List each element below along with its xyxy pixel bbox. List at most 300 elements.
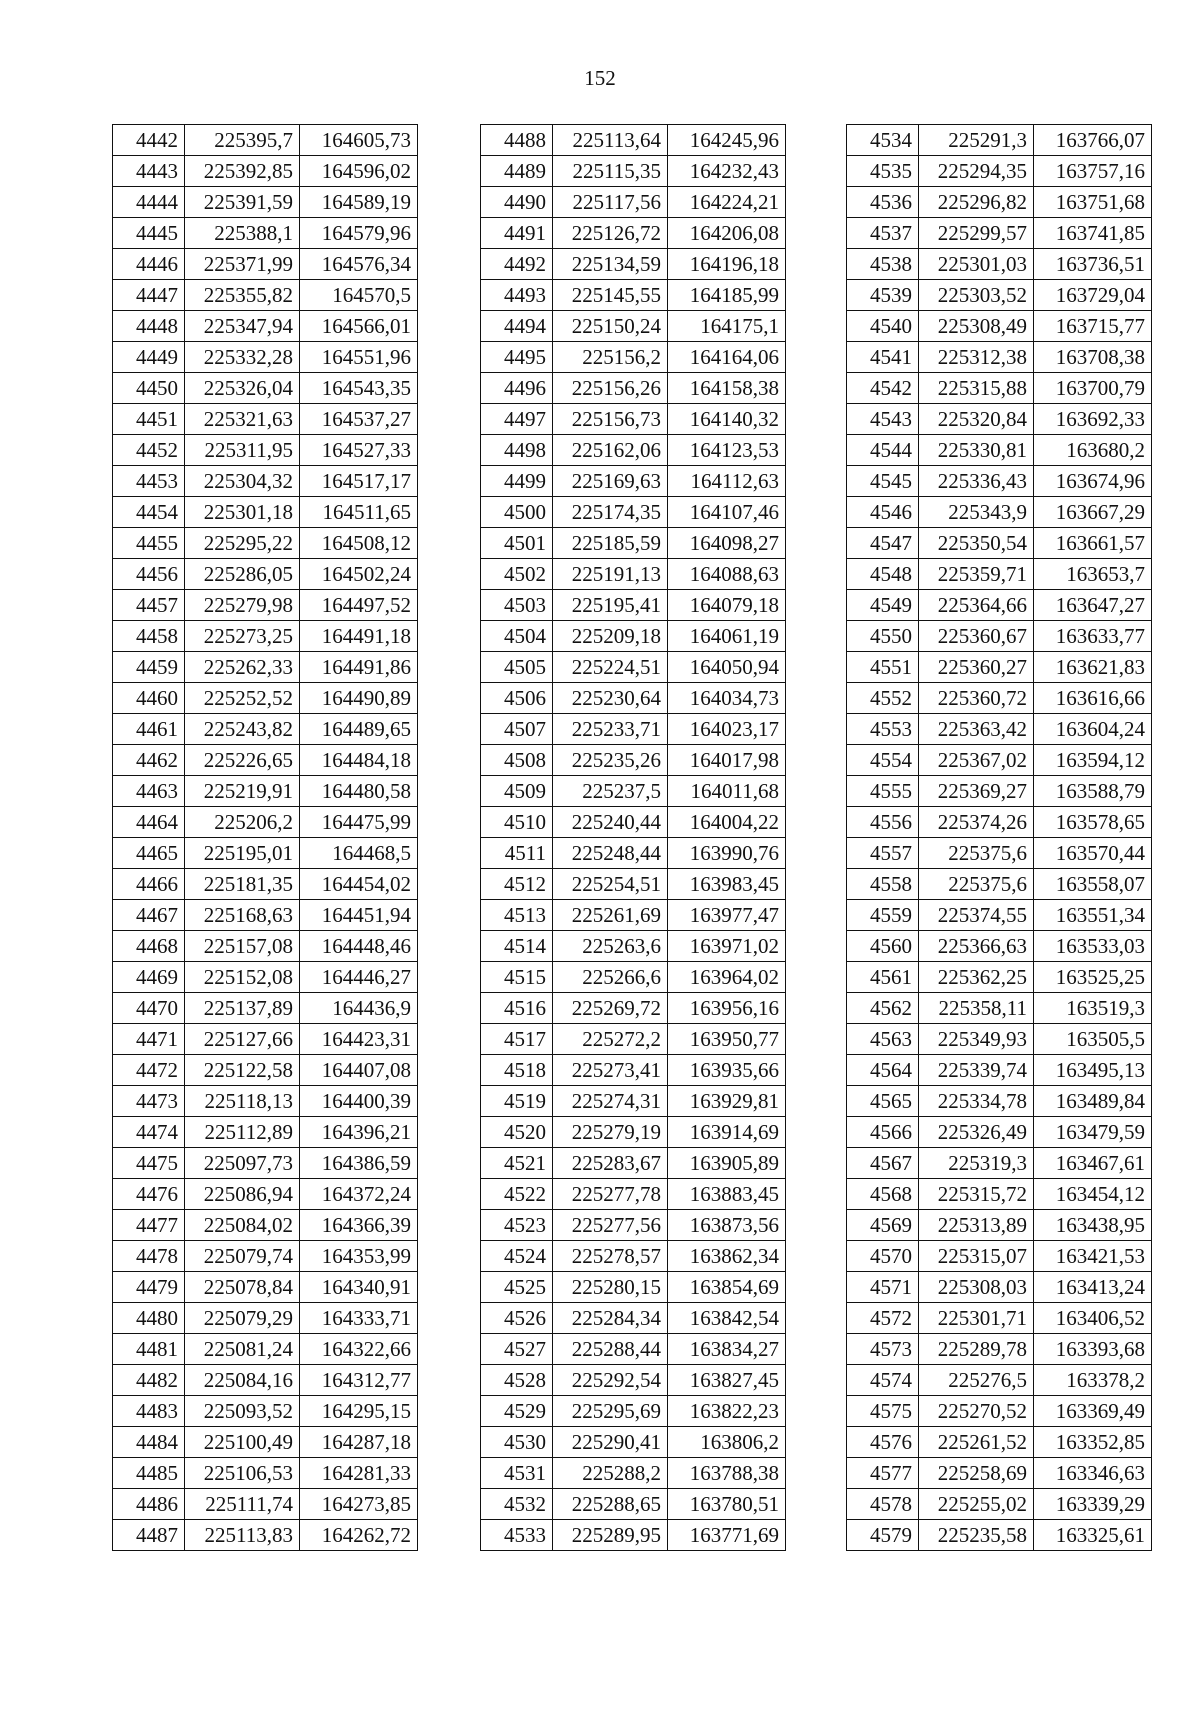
- y-coordinate-cell: 163741,85: [1034, 218, 1152, 249]
- table-row: [847, 125, 1152, 156]
- x-coordinate-cell: 225113,64: [553, 125, 668, 156]
- table-row: [847, 404, 1152, 435]
- y-coordinate-cell: 163929,81: [668, 1086, 786, 1117]
- table-row: [847, 993, 1152, 1024]
- y-coordinate-cell: 163339,29: [1034, 1489, 1152, 1520]
- y-coordinate-cell: 163766,07: [1034, 125, 1152, 156]
- y-coordinate-cell: 164366,39: [300, 1210, 418, 1241]
- x-coordinate-cell: 225288,44: [553, 1334, 668, 1365]
- table-row: [481, 1272, 786, 1303]
- table-row: [113, 838, 418, 869]
- y-coordinate-cell: 164372,24: [300, 1179, 418, 1210]
- point-number-cell: 4500: [481, 497, 553, 528]
- point-number-cell: 4515: [481, 962, 553, 993]
- y-coordinate-cell: 163956,16: [668, 993, 786, 1024]
- table-row: [113, 404, 418, 435]
- point-number-cell: 4448: [113, 311, 185, 342]
- point-number-cell: 4482: [113, 1365, 185, 1396]
- point-number-cell: 4511: [481, 838, 553, 869]
- x-coordinate-cell: 225081,24: [185, 1334, 300, 1365]
- point-number-cell: 4576: [847, 1427, 919, 1458]
- point-number-cell: 4528: [481, 1365, 553, 1396]
- x-coordinate-cell: 225086,94: [185, 1179, 300, 1210]
- point-number-cell: 4499: [481, 466, 553, 497]
- point-number-cell: 4473: [113, 1086, 185, 1117]
- table-row: [847, 931, 1152, 962]
- table-row: [847, 1210, 1152, 1241]
- table-row: [481, 1396, 786, 1427]
- y-coordinate-cell: 163519,3: [1034, 993, 1152, 1024]
- table-row: [481, 1241, 786, 1272]
- y-coordinate-cell: 163438,95: [1034, 1210, 1152, 1241]
- x-coordinate-cell: 225181,35: [185, 869, 300, 900]
- x-coordinate-cell: 225371,99: [185, 249, 300, 280]
- y-coordinate-cell: 163842,54: [668, 1303, 786, 1334]
- x-coordinate-cell: 225296,82: [919, 187, 1034, 218]
- y-coordinate-cell: 164245,96: [668, 125, 786, 156]
- table-row: [481, 280, 786, 311]
- x-coordinate-cell: 225168,63: [185, 900, 300, 931]
- x-coordinate-cell: 225145,55: [553, 280, 668, 311]
- table-row: [113, 1520, 418, 1551]
- y-coordinate-cell: 164543,35: [300, 373, 418, 404]
- table-row: [847, 249, 1152, 280]
- y-coordinate-cell: 163633,77: [1034, 621, 1152, 652]
- y-coordinate-cell: 163667,29: [1034, 497, 1152, 528]
- point-number-cell: 4513: [481, 900, 553, 931]
- point-number-cell: 4455: [113, 528, 185, 559]
- y-coordinate-cell: 164164,06: [668, 342, 786, 373]
- y-coordinate-cell: 164454,02: [300, 869, 418, 900]
- y-coordinate-cell: 163505,5: [1034, 1024, 1152, 1055]
- table-row: [847, 807, 1152, 838]
- y-coordinate-cell: 163378,2: [1034, 1365, 1152, 1396]
- table-row: [847, 683, 1152, 714]
- x-coordinate-cell: 225359,71: [919, 559, 1034, 590]
- table-row: [847, 1179, 1152, 1210]
- point-number-cell: 4559: [847, 900, 919, 931]
- table-row: [847, 1520, 1152, 1551]
- y-coordinate-cell: 164497,52: [300, 590, 418, 621]
- table-row: [481, 621, 786, 652]
- y-coordinate-cell: 164050,94: [668, 652, 786, 683]
- x-coordinate-cell: 225226,65: [185, 745, 300, 776]
- table-row: [847, 311, 1152, 342]
- point-number-cell: 4449: [113, 342, 185, 373]
- table-row: [113, 1458, 418, 1489]
- x-coordinate-cell: 225369,27: [919, 776, 1034, 807]
- x-coordinate-cell: 225303,52: [919, 280, 1034, 311]
- y-coordinate-cell: 163346,63: [1034, 1458, 1152, 1489]
- x-coordinate-cell: 225235,58: [919, 1520, 1034, 1551]
- table-row: [481, 1024, 786, 1055]
- y-coordinate-cell: 164088,63: [668, 559, 786, 590]
- table-row: [847, 590, 1152, 621]
- table-row: [113, 1396, 418, 1427]
- y-coordinate-cell: 164517,17: [300, 466, 418, 497]
- table-row: [113, 342, 418, 373]
- table-row: [113, 776, 418, 807]
- point-number-cell: 4561: [847, 962, 919, 993]
- x-coordinate-cell: 225343,9: [919, 497, 1034, 528]
- table-row: [113, 900, 418, 931]
- x-coordinate-cell: 225360,72: [919, 683, 1034, 714]
- y-coordinate-cell: 164011,68: [668, 776, 786, 807]
- y-coordinate-cell: 164262,72: [300, 1520, 418, 1551]
- point-number-cell: 4554: [847, 745, 919, 776]
- point-number-cell: 4544: [847, 435, 919, 466]
- y-coordinate-cell: 164451,94: [300, 900, 418, 931]
- y-coordinate-cell: 164079,18: [668, 590, 786, 621]
- table-row: [847, 1396, 1152, 1427]
- table-row: [113, 1303, 418, 1334]
- point-number-cell: 4447: [113, 280, 185, 311]
- table-row: [481, 807, 786, 838]
- table-row: [481, 1303, 786, 1334]
- point-number-cell: 4489: [481, 156, 553, 187]
- x-coordinate-cell: 225295,69: [553, 1396, 668, 1427]
- y-coordinate-cell: 164448,46: [300, 931, 418, 962]
- y-coordinate-cell: 163621,83: [1034, 652, 1152, 683]
- table-row: [481, 1210, 786, 1241]
- table-row: [847, 435, 1152, 466]
- point-number-cell: 4450: [113, 373, 185, 404]
- y-coordinate-cell: 163570,44: [1034, 838, 1152, 869]
- y-coordinate-cell: 164004,22: [668, 807, 786, 838]
- table-row: [481, 683, 786, 714]
- y-coordinate-cell: 163822,23: [668, 1396, 786, 1427]
- point-number-cell: 4466: [113, 869, 185, 900]
- y-coordinate-cell: 163780,51: [668, 1489, 786, 1520]
- table-row: [481, 218, 786, 249]
- table-row: [481, 869, 786, 900]
- x-coordinate-cell: 225315,07: [919, 1241, 1034, 1272]
- table-row: [113, 1179, 418, 1210]
- x-coordinate-cell: 225169,63: [553, 466, 668, 497]
- y-coordinate-cell: 163788,38: [668, 1458, 786, 1489]
- x-coordinate-cell: 225280,15: [553, 1272, 668, 1303]
- table-row: [113, 807, 418, 838]
- x-coordinate-cell: 225366,63: [919, 931, 1034, 962]
- y-coordinate-cell: 163467,61: [1034, 1148, 1152, 1179]
- y-coordinate-cell: 163751,68: [1034, 187, 1152, 218]
- point-number-cell: 4478: [113, 1241, 185, 1272]
- table-row: [481, 373, 786, 404]
- y-coordinate-cell: 164232,43: [668, 156, 786, 187]
- table-row: [481, 1117, 786, 1148]
- y-coordinate-cell: 164185,99: [668, 280, 786, 311]
- y-coordinate-cell: 164407,08: [300, 1055, 418, 1086]
- table-row: [847, 1024, 1152, 1055]
- x-coordinate-cell: 225288,2: [553, 1458, 668, 1489]
- point-number-cell: 4521: [481, 1148, 553, 1179]
- x-coordinate-cell: 225301,03: [919, 249, 1034, 280]
- y-coordinate-cell: 163715,77: [1034, 311, 1152, 342]
- y-coordinate-cell: 164570,5: [300, 280, 418, 311]
- x-coordinate-cell: 225279,98: [185, 590, 300, 621]
- y-coordinate-cell: 164589,19: [300, 187, 418, 218]
- y-coordinate-cell: 163578,65: [1034, 807, 1152, 838]
- x-coordinate-cell: 225084,02: [185, 1210, 300, 1241]
- point-number-cell: 4509: [481, 776, 553, 807]
- y-coordinate-cell: 163971,02: [668, 931, 786, 962]
- x-coordinate-cell: 225292,54: [553, 1365, 668, 1396]
- point-number-cell: 4535: [847, 156, 919, 187]
- point-number-cell: 4569: [847, 1210, 919, 1241]
- table-row: [481, 125, 786, 156]
- table-row: [481, 745, 786, 776]
- table-row: [113, 1334, 418, 1365]
- y-coordinate-cell: 164175,1: [668, 311, 786, 342]
- point-number-cell: 4524: [481, 1241, 553, 1272]
- y-coordinate-cell: 164436,9: [300, 993, 418, 1024]
- point-number-cell: 4543: [847, 404, 919, 435]
- x-coordinate-cell: 225156,2: [553, 342, 668, 373]
- table-row: [847, 1303, 1152, 1334]
- table-row: [847, 869, 1152, 900]
- x-coordinate-cell: 225301,71: [919, 1303, 1034, 1334]
- table-row: [481, 1427, 786, 1458]
- y-coordinate-cell: 164511,65: [300, 497, 418, 528]
- table-row: [481, 714, 786, 745]
- x-coordinate-cell: 225219,91: [185, 776, 300, 807]
- y-coordinate-cell: 164333,71: [300, 1303, 418, 1334]
- table-row: [113, 497, 418, 528]
- y-coordinate-cell: 163674,96: [1034, 466, 1152, 497]
- point-number-cell: 4510: [481, 807, 553, 838]
- y-coordinate-cell: 163827,45: [668, 1365, 786, 1396]
- point-number-cell: 4530: [481, 1427, 553, 1458]
- x-coordinate-cell: 225392,85: [185, 156, 300, 187]
- point-number-cell: 4501: [481, 528, 553, 559]
- point-number-cell: 4472: [113, 1055, 185, 1086]
- table-row: [113, 1055, 418, 1086]
- x-coordinate-cell: 225156,26: [553, 373, 668, 404]
- y-coordinate-cell: 164423,31: [300, 1024, 418, 1055]
- y-coordinate-cell: 164107,46: [668, 497, 786, 528]
- table-row: [113, 962, 418, 993]
- point-number-cell: 4519: [481, 1086, 553, 1117]
- point-number-cell: 4541: [847, 342, 919, 373]
- point-number-cell: 4574: [847, 1365, 919, 1396]
- table-row: [847, 776, 1152, 807]
- x-coordinate-cell: 225355,82: [185, 280, 300, 311]
- table-row: [481, 652, 786, 683]
- point-number-cell: 4460: [113, 683, 185, 714]
- x-coordinate-cell: 225233,71: [553, 714, 668, 745]
- table-row: [113, 528, 418, 559]
- point-number-cell: 4518: [481, 1055, 553, 1086]
- y-coordinate-cell: 164295,15: [300, 1396, 418, 1427]
- x-coordinate-cell: 225286,05: [185, 559, 300, 590]
- table-row: [847, 528, 1152, 559]
- table-row: [113, 373, 418, 404]
- x-coordinate-cell: 225283,67: [553, 1148, 668, 1179]
- y-coordinate-cell: 164489,65: [300, 714, 418, 745]
- y-coordinate-cell: 164273,85: [300, 1489, 418, 1520]
- x-coordinate-cell: 225273,25: [185, 621, 300, 652]
- x-coordinate-cell: 225243,82: [185, 714, 300, 745]
- y-coordinate-cell: 163616,66: [1034, 683, 1152, 714]
- y-coordinate-cell: 164551,96: [300, 342, 418, 373]
- y-coordinate-cell: 163700,79: [1034, 373, 1152, 404]
- point-number-cell: 4577: [847, 1458, 919, 1489]
- y-coordinate-cell: 164281,33: [300, 1458, 418, 1489]
- point-number-cell: 4555: [847, 776, 919, 807]
- x-coordinate-cell: 225235,26: [553, 745, 668, 776]
- point-number-cell: 4498: [481, 435, 553, 466]
- point-number-cell: 4522: [481, 1179, 553, 1210]
- table-row: [113, 249, 418, 280]
- x-coordinate-cell: 225374,55: [919, 900, 1034, 931]
- x-coordinate-cell: 225279,19: [553, 1117, 668, 1148]
- y-coordinate-cell: 164061,19: [668, 621, 786, 652]
- x-coordinate-cell: 225391,59: [185, 187, 300, 218]
- x-coordinate-cell: 225117,56: [553, 187, 668, 218]
- x-coordinate-cell: 225313,89: [919, 1210, 1034, 1241]
- y-coordinate-cell: 164491,18: [300, 621, 418, 652]
- table-row: [113, 993, 418, 1024]
- y-coordinate-cell: 163406,52: [1034, 1303, 1152, 1334]
- coordinate-table-1: [112, 124, 418, 1551]
- x-coordinate-cell: 225395,7: [185, 125, 300, 156]
- point-number-cell: 4451: [113, 404, 185, 435]
- y-coordinate-cell: 164596,02: [300, 156, 418, 187]
- point-number-cell: 4507: [481, 714, 553, 745]
- x-coordinate-cell: 225312,38: [919, 342, 1034, 373]
- point-number-cell: 4458: [113, 621, 185, 652]
- y-coordinate-cell: 163729,04: [1034, 280, 1152, 311]
- table-row: [113, 125, 418, 156]
- x-coordinate-cell: 225336,43: [919, 466, 1034, 497]
- y-coordinate-cell: 163990,76: [668, 838, 786, 869]
- point-number-cell: 4536: [847, 187, 919, 218]
- table-row: [113, 1272, 418, 1303]
- point-number-cell: 4556: [847, 807, 919, 838]
- x-coordinate-cell: 225290,41: [553, 1427, 668, 1458]
- y-coordinate-cell: 164196,18: [668, 249, 786, 280]
- table-row: [847, 559, 1152, 590]
- y-coordinate-cell: 163352,85: [1034, 1427, 1152, 1458]
- point-number-cell: 4504: [481, 621, 553, 652]
- point-number-cell: 4457: [113, 590, 185, 621]
- point-number-cell: 4566: [847, 1117, 919, 1148]
- point-number-cell: 4490: [481, 187, 553, 218]
- point-number-cell: 4476: [113, 1179, 185, 1210]
- point-number-cell: 4493: [481, 280, 553, 311]
- table-row: [113, 931, 418, 962]
- point-number-cell: 4546: [847, 497, 919, 528]
- point-number-cell: 4497: [481, 404, 553, 435]
- x-coordinate-cell: 225360,67: [919, 621, 1034, 652]
- y-coordinate-cell: 164396,21: [300, 1117, 418, 1148]
- table-row: [481, 993, 786, 1024]
- y-coordinate-cell: 163964,02: [668, 962, 786, 993]
- table-row: [113, 1489, 418, 1520]
- coordinate-table-2: [480, 124, 786, 1551]
- point-number-cell: 4516: [481, 993, 553, 1024]
- x-coordinate-cell: 225288,65: [553, 1489, 668, 1520]
- x-coordinate-cell: 225240,44: [553, 807, 668, 838]
- table-row: [481, 559, 786, 590]
- table-row: [847, 1055, 1152, 1086]
- table-row: [481, 1148, 786, 1179]
- x-coordinate-cell: 225276,5: [919, 1365, 1034, 1396]
- table-row: [113, 683, 418, 714]
- y-coordinate-cell: 163525,25: [1034, 962, 1152, 993]
- x-coordinate-cell: 225295,22: [185, 528, 300, 559]
- y-coordinate-cell: 164322,66: [300, 1334, 418, 1365]
- y-coordinate-cell: 164340,91: [300, 1272, 418, 1303]
- y-coordinate-cell: 163588,79: [1034, 776, 1152, 807]
- x-coordinate-cell: 225272,2: [553, 1024, 668, 1055]
- point-number-cell: 4537: [847, 218, 919, 249]
- x-coordinate-cell: 225156,73: [553, 404, 668, 435]
- table-row: [847, 280, 1152, 311]
- point-number-cell: 4572: [847, 1303, 919, 1334]
- x-coordinate-cell: 225375,6: [919, 838, 1034, 869]
- point-number-cell: 4496: [481, 373, 553, 404]
- table-row: [113, 1148, 418, 1179]
- table-row: [481, 1334, 786, 1365]
- x-coordinate-cell: 225152,08: [185, 962, 300, 993]
- x-coordinate-cell: 225363,42: [919, 714, 1034, 745]
- x-coordinate-cell: 225321,63: [185, 404, 300, 435]
- y-coordinate-cell: 164527,33: [300, 435, 418, 466]
- point-number-cell: 4479: [113, 1272, 185, 1303]
- point-number-cell: 4506: [481, 683, 553, 714]
- table-row: [113, 466, 418, 497]
- y-coordinate-cell: 164206,08: [668, 218, 786, 249]
- y-coordinate-cell: 164491,86: [300, 652, 418, 683]
- y-coordinate-cell: 163558,07: [1034, 869, 1152, 900]
- x-coordinate-cell: 225118,13: [185, 1086, 300, 1117]
- x-coordinate-cell: 225388,1: [185, 218, 300, 249]
- point-number-cell: 4446: [113, 249, 185, 280]
- x-coordinate-cell: 225195,01: [185, 838, 300, 869]
- x-coordinate-cell: 225191,13: [553, 559, 668, 590]
- y-coordinate-cell: 164353,99: [300, 1241, 418, 1272]
- x-coordinate-cell: 225277,56: [553, 1210, 668, 1241]
- x-coordinate-cell: 225113,83: [185, 1520, 300, 1551]
- point-number-cell: 4531: [481, 1458, 553, 1489]
- y-coordinate-cell: 164158,38: [668, 373, 786, 404]
- y-coordinate-cell: 164017,98: [668, 745, 786, 776]
- table-row: [847, 1241, 1152, 1272]
- point-number-cell: 4553: [847, 714, 919, 745]
- y-coordinate-cell: 163806,2: [668, 1427, 786, 1458]
- table-row: [113, 156, 418, 187]
- point-number-cell: 4525: [481, 1272, 553, 1303]
- y-coordinate-cell: 163834,27: [668, 1334, 786, 1365]
- y-coordinate-cell: 163393,68: [1034, 1334, 1152, 1365]
- point-number-cell: 4463: [113, 776, 185, 807]
- point-number-cell: 4495: [481, 342, 553, 373]
- x-coordinate-cell: 225255,02: [919, 1489, 1034, 1520]
- x-coordinate-cell: 225262,33: [185, 652, 300, 683]
- table-row: [847, 1272, 1152, 1303]
- table-row: [847, 156, 1152, 187]
- table-row: [847, 1334, 1152, 1365]
- y-coordinate-cell: 164112,63: [668, 466, 786, 497]
- y-coordinate-cell: 164508,12: [300, 528, 418, 559]
- x-coordinate-cell: 225269,72: [553, 993, 668, 1024]
- x-coordinate-cell: 225248,44: [553, 838, 668, 869]
- table-row: [113, 714, 418, 745]
- table-row: [113, 652, 418, 683]
- point-number-cell: 4485: [113, 1458, 185, 1489]
- x-coordinate-cell: 225367,02: [919, 745, 1034, 776]
